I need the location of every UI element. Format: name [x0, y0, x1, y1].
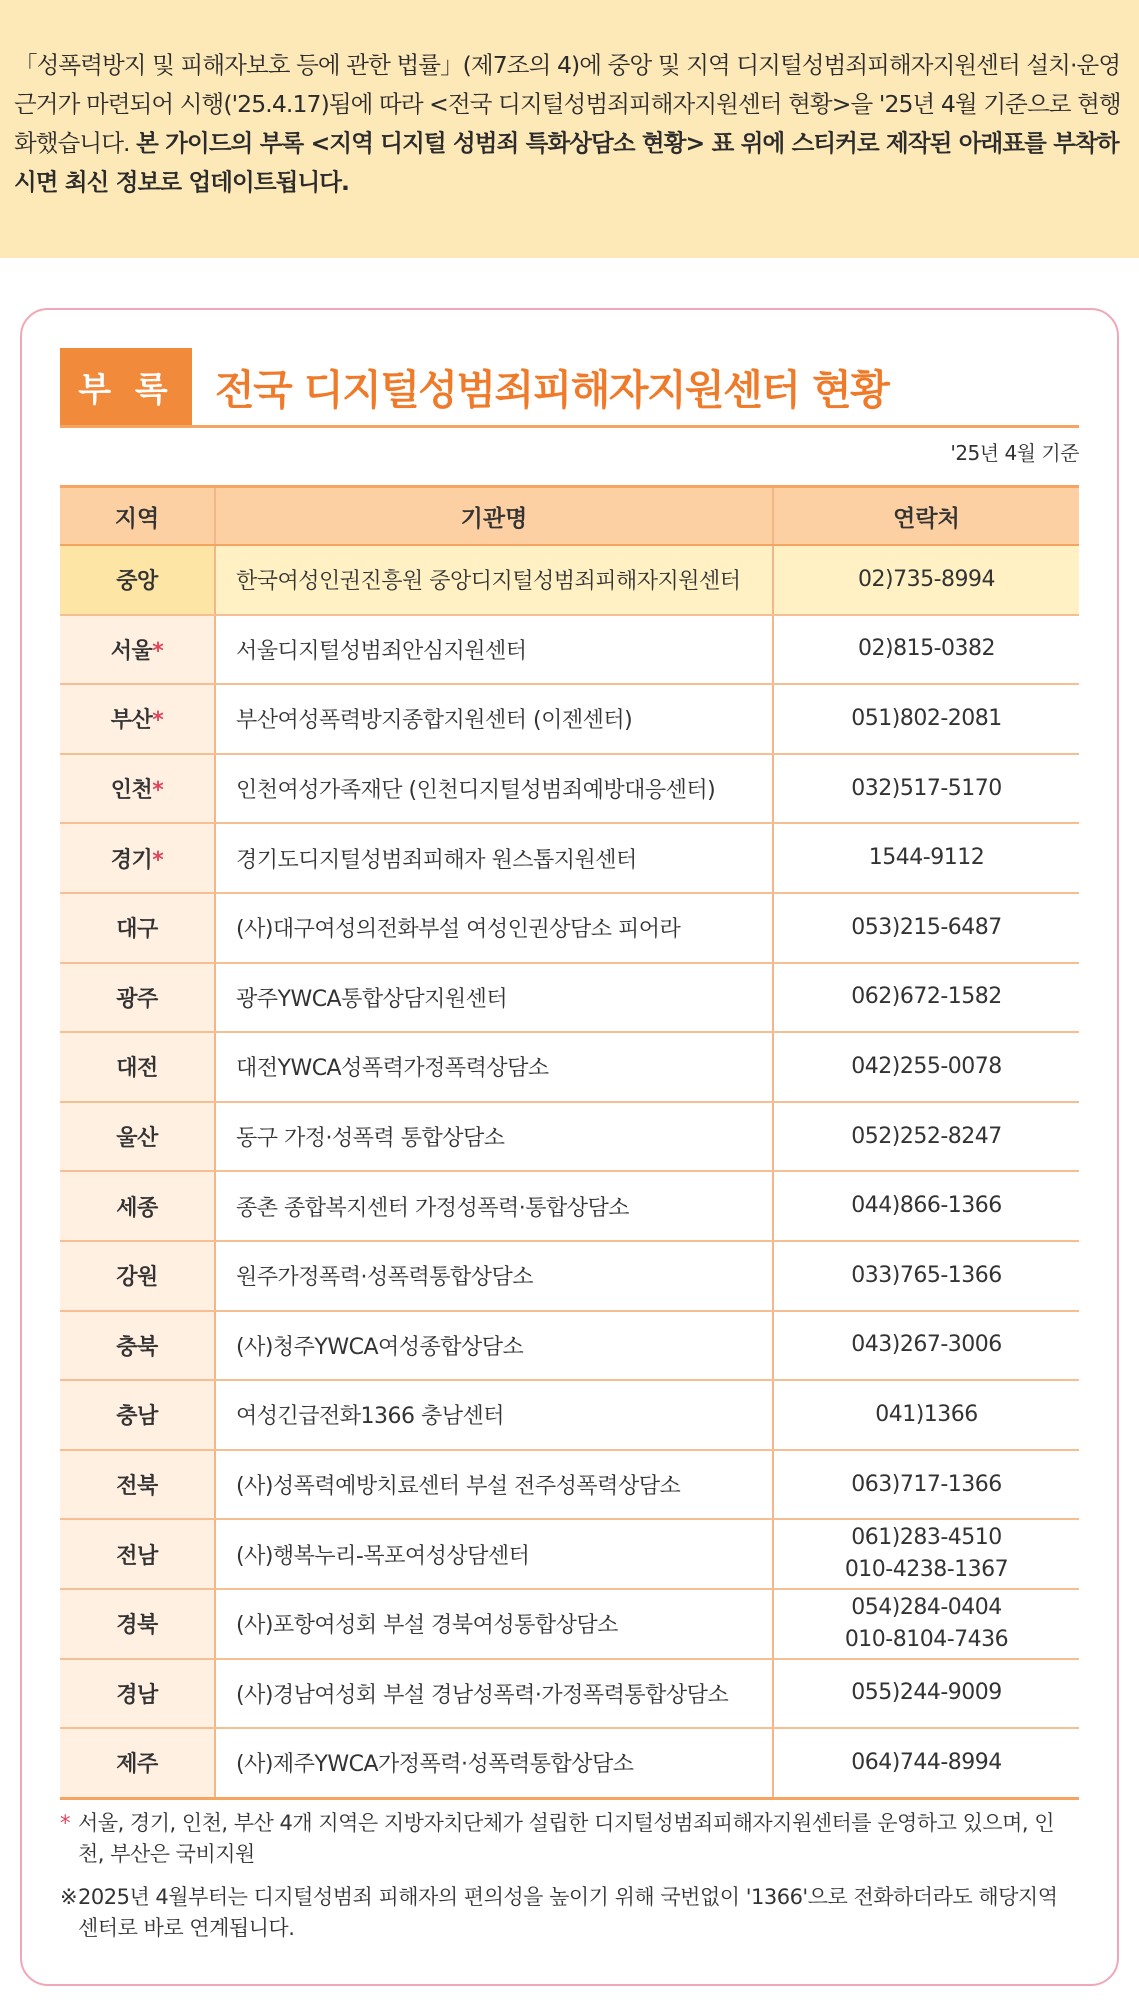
phone-cell	[773, 1380, 1079, 1450]
phone-number: 053)215-6487	[851, 914, 1002, 940]
region-cell	[60, 893, 215, 963]
footnote-mark: ※	[60, 1885, 78, 1909]
phone-cell	[773, 1659, 1079, 1729]
phone-cell	[773, 823, 1079, 893]
asterisk-mark: *	[152, 847, 164, 873]
org-name: 한국여성인권진흥원 중앙디지털성범죄피해자지원센터	[215, 545, 773, 615]
org-name: 원주가정폭력·성폭력통합상담소	[215, 1241, 773, 1311]
phone-number-secondary: 010-4238-1367	[844, 1557, 1009, 1583]
footnote-text: 서울, 경기, 인천, 부산 4개 지역은 지방자치단체가 설립한 디지털성범죄피해자지원센터를 운영하고 있으며, 인천, 부산은 국비지원	[78, 1811, 1055, 1866]
org-name: 인천여성가족재단 (인천디지털성범죄예방대응센터)	[215, 754, 773, 824]
region-cell	[60, 1519, 215, 1589]
region-name: 울산	[116, 1126, 158, 1152]
region-cell	[60, 1171, 215, 1241]
phone-number: 063)717-1366	[851, 1471, 1002, 1497]
region-cell	[60, 545, 215, 615]
header-region: 지역	[60, 487, 215, 546]
org-name: 동구 가정·성폭력 통합상담소	[215, 1102, 773, 1172]
region-name: 부산	[110, 708, 153, 734]
org-name: 부산여성폭력방지종합지원센터 (이젠센터)	[215, 684, 773, 754]
table-row	[60, 1380, 1079, 1450]
region-cell	[60, 1241, 215, 1311]
region-name: 광주	[116, 986, 158, 1012]
table-row	[60, 1519, 1079, 1589]
region-name: 경남	[116, 1682, 158, 1708]
table-header-row	[60, 487, 1079, 546]
header-org: 기관명	[215, 487, 773, 546]
centers-table	[60, 485, 1079, 1800]
org-name: (사)성폭력예방치료센터 부설 전주성폭력상담소	[215, 1450, 773, 1520]
region-cell	[60, 1659, 215, 1729]
phone-number: 054)284-0404	[851, 1594, 1002, 1620]
phone-number: 02)735-8994	[858, 566, 995, 592]
phone-number: 064)744-8994	[851, 1749, 1002, 1775]
phone-cell	[773, 615, 1079, 685]
region-name: 강원	[116, 1265, 158, 1291]
phone-number: 061)283-4510	[851, 1525, 1002, 1551]
phone-cell	[773, 1171, 1079, 1241]
table-row	[60, 615, 1079, 685]
phone-number: 033)765-1366	[851, 1262, 1002, 1288]
phone-cell	[773, 1519, 1079, 1589]
notice-bold-text: 본 가이드의 부록 <지역 디지털 성범죄 특화상담소 현황> 표 위에 스티커로 제작된 아래표를 부착하시면 최신 정보로 업데이트됩니다.	[14, 129, 1119, 196]
table-row	[60, 754, 1079, 824]
region-cell	[60, 684, 215, 754]
table-row	[60, 823, 1079, 893]
phone-number: 032)517-5170	[851, 775, 1002, 801]
org-name: 여성긴급전화1366 충남센터	[215, 1380, 773, 1450]
footnote-text: 2025년 4월부터는 디지털성범죄 피해자의 편의성을 높이기 위해 국번없이 '1366'으로 전화하더라도 해당지역 센터로 바로 연계됩니다.	[78, 1885, 1058, 1940]
org-name: (사)제주YWCA가정폭력·성폭력통합상담소	[215, 1728, 773, 1798]
phone-number: 041)1366	[875, 1401, 978, 1427]
notice-banner	[0, 0, 1139, 258]
region-cell	[60, 1102, 215, 1172]
region-name: 전남	[116, 1543, 158, 1569]
phone-cell	[773, 545, 1079, 615]
phone-number: 044)866-1366	[851, 1193, 1002, 1219]
region-name: 제주	[116, 1752, 158, 1778]
phone-cell	[773, 1311, 1079, 1381]
footnote-mark: *	[60, 1811, 70, 1835]
footnote	[60, 1808, 1070, 1870]
phone-number: 051)802-2081	[851, 705, 1002, 731]
org-name: 광주YWCA통합상담지원센터	[215, 963, 773, 1033]
region-cell	[60, 1032, 215, 1102]
phone-cell	[773, 1728, 1079, 1798]
region-cell	[60, 615, 215, 685]
phone-number: 02)815-0382	[858, 636, 995, 662]
region-cell	[60, 1311, 215, 1381]
footnotes	[60, 1808, 1070, 1956]
region-cell	[60, 1380, 215, 1450]
table-row	[60, 1032, 1079, 1102]
region-name: 대전	[116, 1056, 158, 1082]
asterisk-mark: *	[152, 778, 164, 804]
phone-number: 1544-9112	[868, 845, 985, 871]
header-phone: 연락처	[773, 487, 1079, 546]
appendix-title: 전국 디지털성범죄피해자지원센터 현황	[215, 366, 889, 414]
phone-cell	[773, 1589, 1079, 1659]
table-row	[60, 1102, 1079, 1172]
phone-cell	[773, 684, 1079, 754]
phone-number: 043)267-3006	[851, 1332, 1002, 1358]
region-cell	[60, 963, 215, 1033]
org-name: (사)경남여성회 부설 경남성폭력·가정폭력통합상담소	[215, 1659, 773, 1729]
region-cell	[60, 1450, 215, 1520]
phone-cell	[773, 754, 1079, 824]
phone-cell	[773, 1241, 1079, 1311]
org-name: (사)대구여성의전화부설 여성인권상담소 피어라	[215, 893, 773, 963]
region-name: 경기	[110, 847, 153, 873]
phone-cell	[773, 1102, 1079, 1172]
table-row	[60, 1311, 1079, 1381]
table-row	[60, 1728, 1079, 1798]
region-name: 세종	[116, 1195, 158, 1221]
region-name: 전북	[116, 1474, 158, 1500]
org-name: 경기도디지털성범죄피해자 원스톱지원센터	[215, 823, 773, 893]
phone-cell	[773, 963, 1079, 1033]
region-name: 충남	[116, 1404, 158, 1430]
phone-number: 062)672-1582	[851, 984, 1002, 1010]
asterisk-mark: *	[152, 708, 164, 734]
table-row	[60, 1450, 1079, 1520]
table-row	[60, 963, 1079, 1033]
region-name: 충북	[116, 1334, 158, 1360]
asterisk-mark: *	[152, 638, 164, 664]
table-row	[60, 1589, 1079, 1659]
appendix-title-bar	[60, 348, 1079, 428]
basis-date: '25년 4월 기준	[950, 441, 1079, 465]
table-row	[60, 1241, 1079, 1311]
table-row	[60, 893, 1079, 963]
phone-number-secondary: 010-8104-7436	[844, 1626, 1009, 1652]
org-name: (사)포항여성회 부설 경북여성통합상담소	[215, 1589, 773, 1659]
org-name: 서울디지털성범죄안심지원센터	[215, 615, 773, 685]
region-name: 중앙	[116, 569, 158, 595]
region-name: 경북	[116, 1613, 158, 1639]
table-row	[60, 1171, 1079, 1241]
region-cell	[60, 1589, 215, 1659]
region-name: 인천	[110, 778, 153, 804]
notice-text: 「성폭력방지 및 피해자보호 등에 관한 법률」(제7조의 4)에 중앙 및 지역 디지털성범죄피해자지원센터 설치·운영 근거가 마련되어 시행('25.4.17)됨에 따라 <전국 디지털성범죄피해자지원센터 현황>을 '25년 4월 기준으로 현행화했습니다.	[14, 51, 1121, 157]
region-cell	[60, 1728, 215, 1798]
table-body	[60, 545, 1079, 1798]
table-row	[60, 684, 1079, 754]
table-row	[60, 1659, 1079, 1729]
org-name: (사)청주YWCA여성종합상담소	[215, 1311, 773, 1381]
region-name: 서울	[110, 638, 153, 664]
phone-cell	[773, 1450, 1079, 1520]
org-name: (사)행복누리-목포여성상담센터	[215, 1519, 773, 1589]
notice-paragraph	[14, 46, 1123, 202]
org-name: 종촌 종합복지센터 가정성폭력·통합상담소	[215, 1171, 773, 1241]
phone-cell	[773, 893, 1079, 963]
phone-cell	[773, 1032, 1079, 1102]
region-cell	[60, 754, 215, 824]
phone-number: 042)255-0078	[851, 1053, 1002, 1079]
org-name: 대전YWCA성폭력가정폭력상담소	[215, 1032, 773, 1102]
appendix-tag: 부 록	[60, 348, 192, 425]
phone-number: 055)244-9009	[851, 1680, 1002, 1706]
region-name: 대구	[116, 917, 158, 943]
table-row	[60, 545, 1079, 615]
region-cell	[60, 823, 215, 893]
phone-number: 052)252-8247	[851, 1123, 1002, 1149]
footnote	[60, 1882, 1070, 1944]
